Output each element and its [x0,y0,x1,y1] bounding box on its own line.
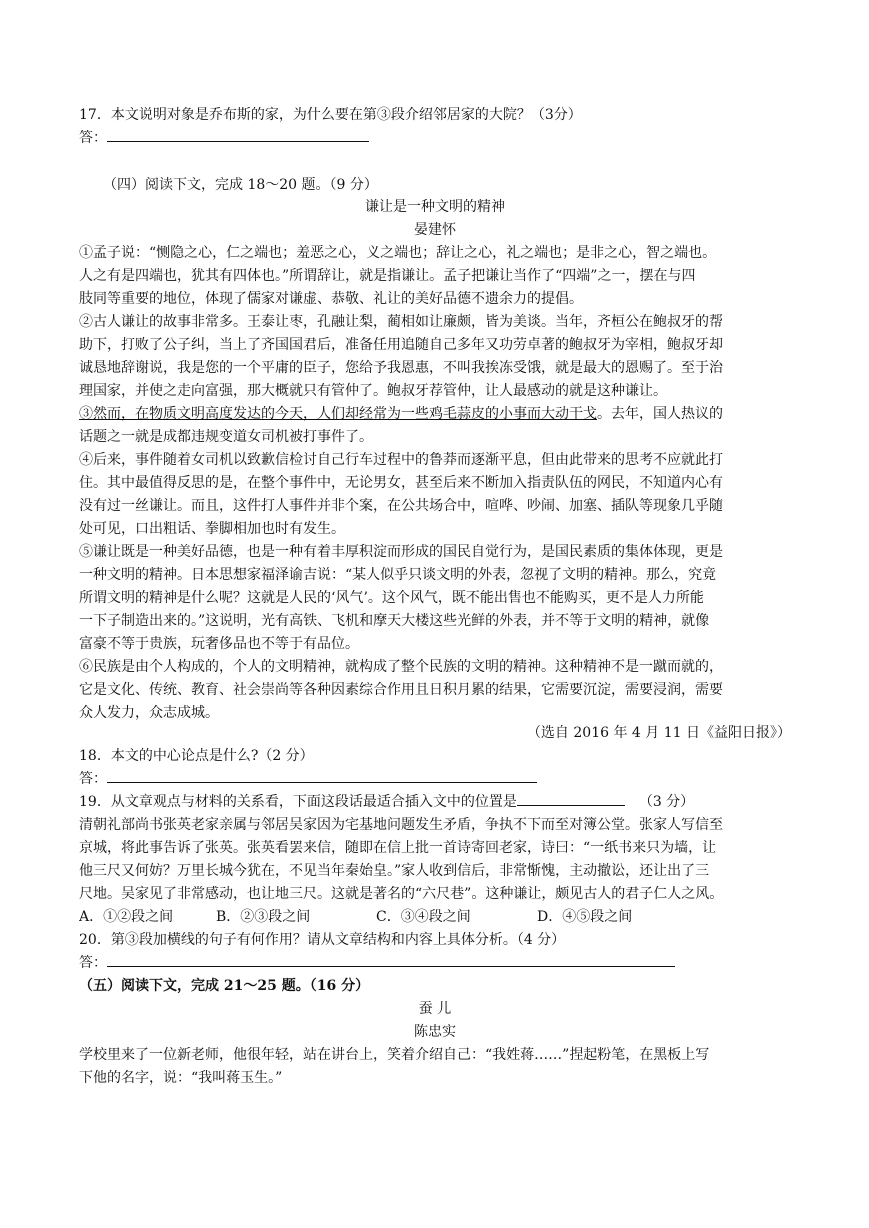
answer-20 [79,952,791,974]
paragraph-line: 住。其中最值得反思的是，在整个事件中，无论男女，甚至后来不断加入指责队伍的网民，不知道内心有 [79,475,723,491]
question-18: 18．本文的中心论点是什么?（2 分） [79,748,314,764]
story-author: 陈忠实 [414,1024,456,1040]
question-points: （3 分） [638,794,695,810]
answer-18 [79,768,791,790]
paragraph-line: ④后来，事件随着女司机以致歉信检讨自己行车过程中的鲁莽而逐渐平息，但由此带来的思考不应就此打 [79,452,723,468]
question-17: 17．本文说明对象是乔布斯的家，为什么要在第③段介绍邻居家的大院？（3分） [79,107,582,123]
paragraph-line: ①孟子说：“恻隐之心，仁之端也；羞恶之心，义之端也；辞让之心，礼之端也；是非之心，智之端也。 [79,245,717,261]
option-b[interactable]: B．②③段之间 [216,909,311,925]
underlined-sentence: ③然而，在物质文明高度发达的今天，人们却经常为一些鸡毛蒜皮的小事而大动干戈 [79,406,597,422]
question-19 [79,791,791,813]
paragraph-line: ⑤谦让既是一种美好品德，也是一种有着丰厚积淀而形成的国民自觉行为，是国民素质的集体体现，更是 [79,544,723,560]
answer-blank[interactable] [107,127,369,142]
paragraph-line: 诚恳地辞谢说，我是您的一个平庸的臣子，您给予我恩惠，不叫我挨冻受饿，就是最大的恩赐了。至于治 [79,360,723,376]
question-text: 19．从文章观点与材料的关系看，下面这段话最适合插入文中的位置是 [79,794,517,810]
material-line: 清朝礼部尚书张英老家亲属与邻居吴家因为宅基地问题发生矛盾，争执不下而至对簿公堂。张家人写信至 [79,817,723,833]
paragraph-line: 众人发力，众志成城。 [79,705,219,721]
paragraph-line: 富豪不等于贵族，玩奢侈品也不等于有品位。 [79,636,359,652]
section-5-heading: （五）阅读下文，完成 21～25 题。（16 分） [79,978,370,994]
option-c[interactable]: C．③④段之间 [376,909,471,925]
paragraph-line: ②古人谦让的故事非常多。王泰让枣，孔融让梨，蔺相如让廉颇，皆为美谈。当年，齐桓公在鲍叔牙的帮 [79,314,723,330]
paragraph-line: 助下，打败了公子纠，当上了齐国国君后，准备任用追随自己多年又功劳卓著的鲍叔牙为宰相，鲍叔牙却 [79,337,723,353]
answer-label: 答： [79,955,107,971]
option-a[interactable]: A．①②段之间 [79,909,174,925]
paragraph-text: 。去年，国人热议的 [597,406,723,422]
story-title: 蚕 儿 [418,1001,452,1017]
paragraph-line: ⑥民族是由个人构成的，个人的文明精神，就构成了整个民族的文明的精神。这种精神不是一蹴而就的， [79,659,723,675]
question-20: 20．第③段加横线的句子有何作用？请从文章结构和内容上具体分析。（4 分） [79,932,566,948]
material-line: 他三尺又何妨？万里长城今犹在，不见当年秦始皇。”家人收到信后，非常惭愧，主动撤讼，还让出了三 [79,863,710,879]
paragraph-line: 学校里来了一位新老师，他很年轻，站在讲台上，笑着介绍自己：“我姓蒋……”捏起粉笔，在黑板上写 [79,1047,710,1063]
paragraph-line: 理国家，并使之走向富强，那大概就只有管仲了。鲍叔牙荐管仲，让人最感动的就是这种谦让。 [79,383,667,399]
paragraph-line: 所谓文明的精神是什么呢？这就是人民的‘风气’。这个风气，既不能出售也不能购买，更不是人力所能 [79,590,704,606]
paragraph-line: 处可见，口出粗话、拳脚相加也时有发生。 [79,521,345,537]
paragraph-line: 人之有是四端也，犹其有四体也。”所谓辞让，就是指谦让。孟子把谦让当作了“四端”之一，摆在与四 [79,268,696,284]
answer-blank[interactable] [517,791,625,806]
answer-label: 答： [79,771,107,787]
answer-blank[interactable] [107,768,537,783]
article-title: 谦让是一种文明的精神 [365,199,505,215]
paragraph-line: 一下子制造出来的。”这说明，光有高铁、飞机和摩天大楼这些光鲜的外表，并不等于文明的精神，就像 [79,613,710,629]
paragraph-3-line [79,403,791,425]
paragraph-line: 话题之一就是成都违规变道女司机被打事件了。 [79,429,373,445]
answer-blank[interactable] [107,952,675,967]
answer-17 [79,127,791,149]
paragraph-line: 肢同等重要的地位，体现了儒家对谦虚、恭敬、礼让的美好品德不遗余力的提倡。 [79,291,583,307]
article-author: 晏建怀 [414,222,456,238]
option-d[interactable]: D．④⑤段之间 [537,909,633,925]
paragraph-line: 它是文化、传统、教育、社会崇尚等各种因素综合作用且日积月累的结果，它需要沉淀，需要浸润，需要 [79,682,723,698]
paragraph-line: 下他的名字，说：“我叫蒋玉生。” [79,1070,283,1086]
material-line: 尺地。吴家见了非常感动，也让地三尺。这就是著名的“六尺巷”。这种谦让，颇见古人的君子仁人之风。 [79,886,724,902]
article-source: （选自 2016 年 4 月 11 日《益阳日报》） [526,725,791,741]
answer-label: 答： [79,130,107,146]
section-4-heading: （四）阅读下文，完成 18～20 题。（9 分） [103,177,378,193]
paragraph-line: 没有过一丝谦让。而且，这件打人事件并非个案，在公共场合中，喧哗、吵闹、加塞、插队等现象几乎随 [79,498,723,514]
material-line: 京城，将此事告诉了张英。张英看罢来信，随即在信上批一首诗寄回老家，诗曰：“一纸书来只为墙，让 [79,840,717,856]
options-row [79,906,791,928]
paragraph-line: 一种文明的精神。日本思想家福泽谕吉说：“某人似乎只谈文明的外表，忽视了文明的精神。那么，究竟 [79,567,717,583]
